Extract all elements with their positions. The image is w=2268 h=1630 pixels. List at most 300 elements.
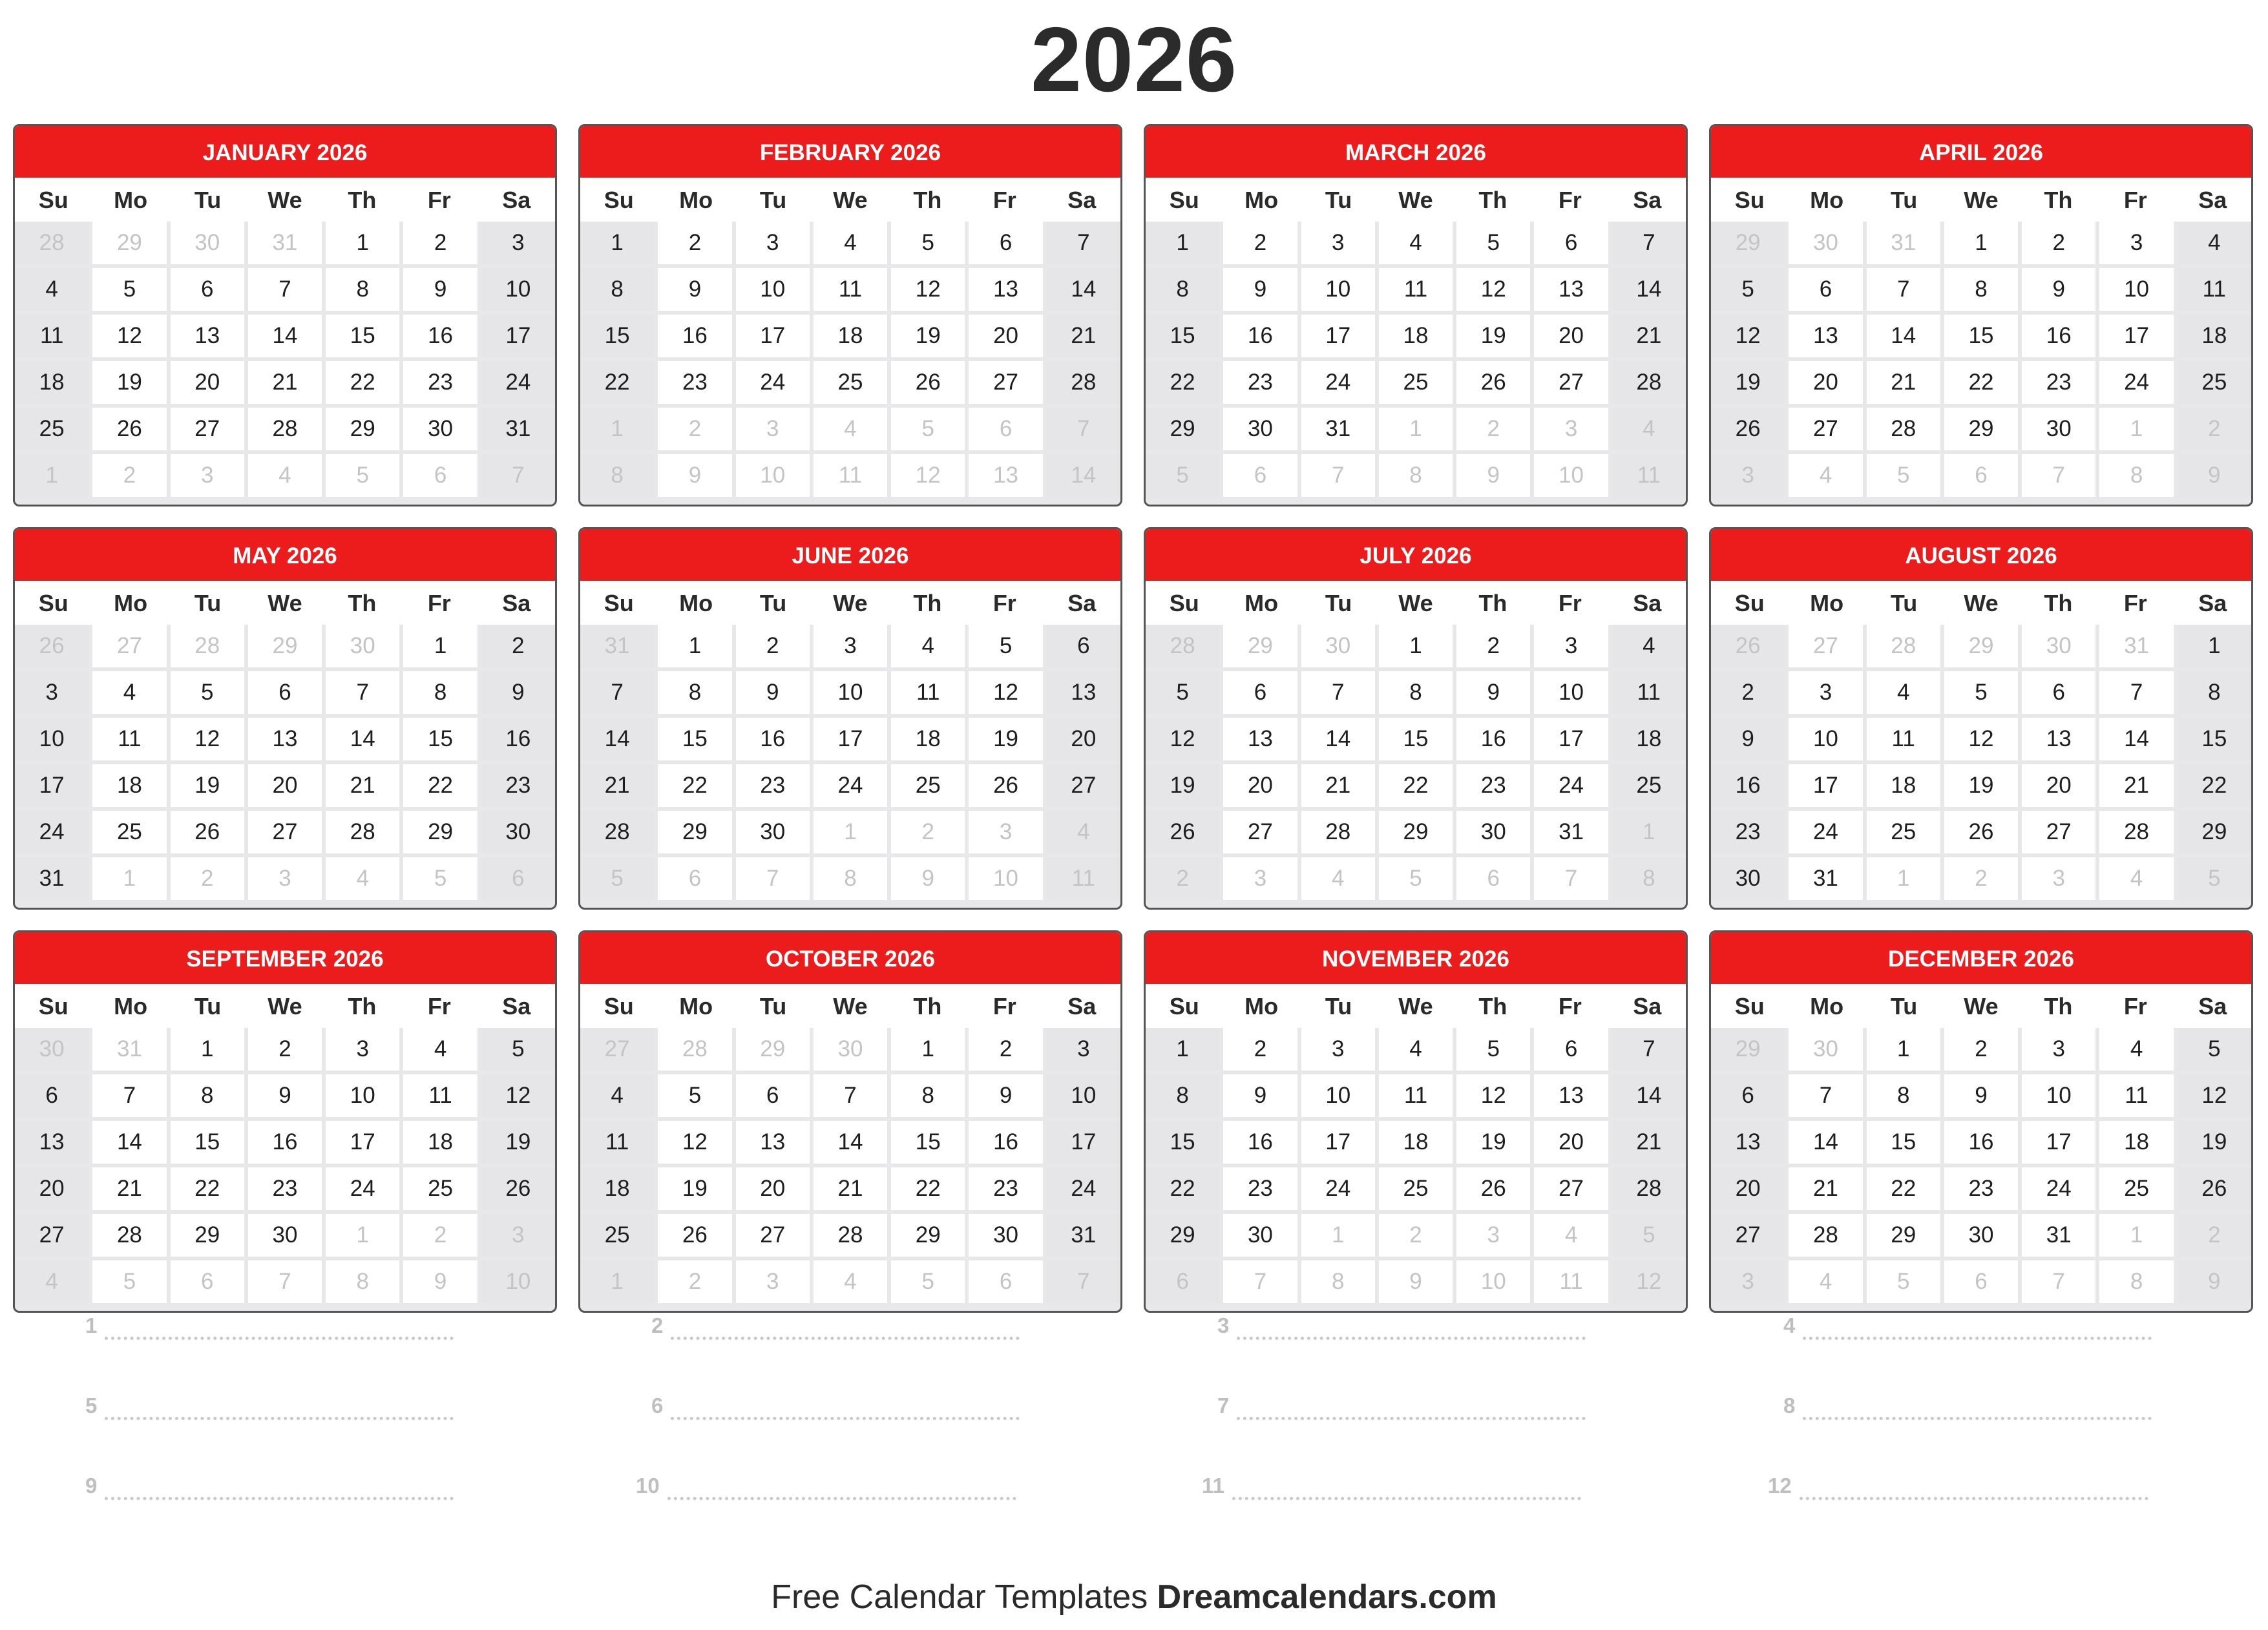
- note-dotted-line: [1803, 1315, 2152, 1340]
- day-cell: 4: [814, 222, 887, 264]
- month-calendar: [1709, 930, 2253, 1313]
- day-cell: 23: [2022, 361, 2095, 404]
- week-row: [1711, 315, 2251, 357]
- day-cell-adjacent: 2: [2178, 1214, 2251, 1257]
- week-row: [580, 718, 1120, 760]
- week-row: [15, 1074, 555, 1117]
- day-cell: 6: [1534, 222, 1608, 264]
- day-cell-adjacent: 31: [2099, 625, 2173, 667]
- day-cell: 22: [1146, 361, 1219, 404]
- weekday-label: Mo: [679, 590, 713, 616]
- day-cell-adjacent: 29: [1711, 222, 1785, 264]
- day-cell: 18: [15, 361, 89, 404]
- week-row: [1711, 454, 2251, 497]
- weekday-row: [580, 581, 1120, 625]
- day-cell-adjacent: 30: [2022, 625, 2095, 667]
- week-row: [1711, 1260, 2251, 1303]
- day-cell: 2: [1944, 1028, 2018, 1071]
- day-cell: 1: [171, 1028, 244, 1071]
- day-cell: 26: [658, 1214, 731, 1257]
- week-row: [1146, 315, 1686, 357]
- day-cell: 1: [2178, 625, 2251, 667]
- weekday-label: Fr: [427, 187, 451, 213]
- weeks: [15, 625, 555, 900]
- day-cell-adjacent: 5: [1612, 1214, 1686, 1257]
- day-cell: 26: [2178, 1167, 2251, 1210]
- weekday-label: We: [1398, 187, 1433, 213]
- day-cell: 29: [1146, 408, 1219, 450]
- note-line[interactable]: [85, 1311, 454, 1340]
- day-cell: 17: [814, 718, 887, 760]
- day-cell: 23: [248, 1167, 322, 1210]
- day-cell: 3: [736, 222, 810, 264]
- week-row: [1146, 811, 1686, 853]
- day-cell-adjacent: 8: [814, 857, 887, 900]
- day-cell: 12: [92, 315, 166, 357]
- day-cell: 3: [481, 222, 555, 264]
- day-cell-adjacent: 9: [1379, 1260, 1453, 1303]
- day-cell-adjacent: 28: [1146, 625, 1219, 667]
- day-cell-adjacent: 6: [1146, 1260, 1219, 1303]
- day-cell: 2: [969, 1028, 1042, 1071]
- weekday-label: Su: [1169, 993, 1199, 1019]
- day-cell-adjacent: 2: [658, 408, 731, 450]
- day-cell-adjacent: 1: [814, 811, 887, 853]
- weekday-label: Tu: [194, 187, 222, 213]
- day-cell: 25: [2099, 1167, 2173, 1210]
- day-cell: 20: [1223, 764, 1297, 807]
- day-cell: 19: [171, 764, 244, 807]
- note-line[interactable]: [85, 1392, 454, 1420]
- day-cell: 18: [1379, 1121, 1453, 1164]
- note-dotted-line: [671, 1315, 1020, 1340]
- day-cell: 24: [1301, 361, 1375, 404]
- day-cell-adjacent: 5: [580, 857, 654, 900]
- day-cell: 21: [814, 1167, 887, 1210]
- day-cell: 20: [1789, 361, 1862, 404]
- footer-site-link[interactable]: Dreamcalendars.com: [1157, 1578, 1497, 1616]
- week-row: [15, 315, 555, 357]
- day-cell: 10: [814, 671, 887, 714]
- weekday-label: We: [1964, 993, 1999, 1019]
- week-row: [1711, 1167, 2251, 1210]
- day-cell: 4: [1612, 625, 1686, 667]
- week-row: [580, 268, 1120, 311]
- day-cell-adjacent: 4: [1789, 1260, 1862, 1303]
- day-cell: 22: [1944, 361, 2018, 404]
- day-cell: 16: [1223, 315, 1297, 357]
- day-cell: 23: [1223, 361, 1297, 404]
- day-cell: 23: [403, 361, 477, 404]
- note-line[interactable]: [1217, 1392, 1586, 1420]
- day-cell-adjacent: 11: [814, 454, 887, 497]
- day-cell-adjacent: 9: [2178, 454, 2251, 497]
- note-line[interactable]: [651, 1311, 1020, 1340]
- day-cell: 8: [403, 671, 477, 714]
- note-number: 6: [651, 1394, 664, 1417]
- week-row: [1711, 1214, 2251, 1257]
- day-cell: 17: [736, 315, 810, 357]
- day-cell-adjacent: 6: [969, 1260, 1042, 1303]
- month-calendar: [1144, 527, 1688, 910]
- day-cell: 26: [171, 811, 244, 853]
- day-cell: 15: [1867, 1121, 1940, 1164]
- day-cell: 30: [2022, 408, 2095, 450]
- month-header: JULY 2026: [1146, 529, 1686, 581]
- weekday-label: Th: [913, 993, 942, 1019]
- day-cell-adjacent: 2: [92, 454, 166, 497]
- day-cell: 11: [1867, 718, 1940, 760]
- day-cell: 2: [1711, 671, 1785, 714]
- day-cell-adjacent: 27: [580, 1028, 654, 1071]
- day-cell: 21: [1612, 315, 1686, 357]
- day-cell-adjacent: 11: [1047, 857, 1120, 900]
- day-cell: 28: [1047, 361, 1120, 404]
- day-cell: 8: [1146, 268, 1219, 311]
- week-row: [15, 764, 555, 807]
- week-row: [580, 1121, 1120, 1164]
- weekday-label: We: [1964, 187, 1999, 213]
- day-cell-adjacent: 7: [736, 857, 810, 900]
- weekday-label: Mo: [114, 590, 148, 616]
- day-cell: 6: [1223, 671, 1297, 714]
- day-cell: 25: [15, 408, 89, 450]
- day-cell: 19: [969, 718, 1042, 760]
- day-cell: 19: [658, 1167, 731, 1210]
- day-cell: 16: [403, 315, 477, 357]
- day-cell: 23: [1456, 764, 1530, 807]
- weekday-label: Th: [2044, 187, 2073, 213]
- note-line[interactable]: [651, 1392, 1020, 1420]
- month-header: MARCH 2026: [1146, 126, 1686, 178]
- note-line[interactable]: [636, 1472, 1016, 1500]
- day-cell: 8: [580, 268, 654, 311]
- day-cell: 15: [1944, 315, 2018, 357]
- day-cell: 12: [481, 1074, 555, 1117]
- day-cell-adjacent: 1: [1612, 811, 1686, 853]
- day-cell: 21: [580, 764, 654, 807]
- weekday-label: Mo: [1810, 187, 1844, 213]
- day-cell: 22: [326, 361, 399, 404]
- note-number: 9: [85, 1474, 98, 1498]
- day-cell: 8: [1146, 1074, 1219, 1117]
- weekday-label: Fr: [427, 993, 451, 1019]
- day-cell: 19: [1944, 764, 2018, 807]
- day-cell: 19: [481, 1121, 555, 1164]
- day-cell: 14: [1867, 315, 1940, 357]
- day-cell: 11: [1612, 671, 1686, 714]
- day-cell: 11: [580, 1121, 654, 1164]
- day-cell: 8: [658, 671, 731, 714]
- day-cell: 1: [1379, 625, 1453, 667]
- day-cell-adjacent: 5: [1379, 857, 1453, 900]
- day-cell: 27: [969, 361, 1042, 404]
- day-cell: 6: [1534, 1028, 1608, 1071]
- day-cell-adjacent: 29: [1944, 625, 2018, 667]
- day-cell: 20: [1534, 1121, 1608, 1164]
- weekday-label: Fr: [2123, 590, 2147, 616]
- note-dotted-line: [105, 1315, 454, 1340]
- day-cell: 21: [2099, 764, 2173, 807]
- day-cell-adjacent: 3: [1711, 1260, 1785, 1303]
- day-cell: 13: [15, 1121, 89, 1164]
- day-cell: 25: [891, 764, 965, 807]
- day-cell: 10: [1789, 718, 1862, 760]
- note-number: 1: [85, 1313, 98, 1337]
- note-line[interactable]: [1202, 1472, 1581, 1500]
- day-cell-adjacent: 30: [1301, 625, 1375, 667]
- day-cell: 8: [326, 268, 399, 311]
- day-cell: 15: [326, 315, 399, 357]
- day-cell-adjacent: 3: [736, 408, 810, 450]
- day-cell-adjacent: 27: [1789, 625, 1862, 667]
- week-row: [1146, 408, 1686, 450]
- day-cell-adjacent: 1: [580, 408, 654, 450]
- day-cell: 11: [403, 1074, 477, 1117]
- day-cell: 3: [1534, 625, 1608, 667]
- weekday-label: Mo: [114, 187, 148, 213]
- day-cell: 5: [969, 625, 1042, 667]
- day-cell: 7: [1612, 1028, 1686, 1071]
- day-cell: 24: [814, 764, 887, 807]
- day-cell-adjacent: 9: [658, 454, 731, 497]
- day-cell: 9: [1711, 718, 1785, 760]
- week-row: [1146, 1074, 1686, 1117]
- day-cell: 29: [1944, 408, 2018, 450]
- day-cell-adjacent: 30: [15, 1028, 89, 1071]
- day-cell-adjacent: 3: [248, 857, 322, 900]
- day-cell-adjacent: 3: [481, 1214, 555, 1257]
- day-cell: 31: [1534, 811, 1608, 853]
- day-cell-adjacent: 30: [171, 222, 244, 264]
- month-calendar: [13, 527, 557, 910]
- day-cell: 28: [1867, 408, 1940, 450]
- day-cell: 22: [171, 1167, 244, 1210]
- day-cell: 22: [1146, 1167, 1219, 1210]
- day-cell: 14: [1612, 268, 1686, 311]
- day-cell: 29: [171, 1214, 244, 1257]
- weekday-label: Mo: [679, 187, 713, 213]
- week-row: [1711, 811, 2251, 853]
- month-calendar: [1709, 527, 2253, 910]
- week-row: [15, 1167, 555, 1210]
- weekday-label: Su: [1169, 590, 1199, 616]
- note-number: 10: [636, 1474, 660, 1498]
- note-number: 11: [1202, 1474, 1224, 1498]
- weeks: [1711, 222, 2251, 497]
- day-cell: 30: [403, 408, 477, 450]
- weekday-label: Sa: [1633, 993, 1662, 1019]
- day-cell: 10: [1301, 268, 1375, 311]
- day-cell: 15: [1146, 1121, 1219, 1164]
- day-cell: 24: [326, 1167, 399, 1210]
- day-cell-adjacent: 5: [1867, 454, 1940, 497]
- note-line[interactable]: [1768, 1472, 2148, 1500]
- day-cell: 6: [2022, 671, 2095, 714]
- day-cell: 4: [1867, 671, 1940, 714]
- day-cell: 7: [1867, 268, 1940, 311]
- day-cell-adjacent: 8: [326, 1260, 399, 1303]
- day-cell: 3: [814, 625, 887, 667]
- day-cell: 2: [1223, 222, 1297, 264]
- day-cell: 12: [1944, 718, 2018, 760]
- footer-text: Free Calendar Templates: [771, 1578, 1157, 1616]
- day-cell: 5: [1456, 222, 1530, 264]
- note-line[interactable]: [85, 1472, 454, 1500]
- week-row: [580, 1028, 1120, 1071]
- week-row: [1146, 671, 1686, 714]
- day-cell: 2: [658, 222, 731, 264]
- day-cell: 16: [969, 1121, 1042, 1164]
- day-cell: 7: [580, 671, 654, 714]
- week-row: [1711, 361, 2251, 404]
- weekday-label: Th: [2044, 993, 2073, 1019]
- day-cell: 20: [248, 764, 322, 807]
- week-row: [1146, 718, 1686, 760]
- day-cell: 24: [1301, 1167, 1375, 1210]
- day-cell: 2: [403, 222, 477, 264]
- weeks: [1711, 1028, 2251, 1303]
- week-row: [580, 454, 1120, 497]
- day-cell-adjacent: 4: [1301, 857, 1375, 900]
- note-number: 5: [85, 1394, 98, 1417]
- day-cell: 26: [1456, 361, 1530, 404]
- day-cell: 9: [2022, 268, 2095, 311]
- day-cell: 17: [1789, 764, 1862, 807]
- note-line[interactable]: [1217, 1311, 1586, 1340]
- day-cell-adjacent: 4: [1534, 1214, 1608, 1257]
- day-cell: 4: [92, 671, 166, 714]
- month-calendar: [578, 124, 1122, 507]
- day-cell: 24: [1534, 764, 1608, 807]
- weekday-label: Sa: [2198, 993, 2227, 1019]
- day-cell: 22: [658, 764, 731, 807]
- day-cell: 30: [969, 1214, 1042, 1257]
- week-row: [15, 811, 555, 853]
- day-cell: 27: [248, 811, 322, 853]
- day-cell: 16: [1223, 1121, 1297, 1164]
- day-cell: 20: [15, 1167, 89, 1210]
- weekday-label: Mo: [1244, 590, 1279, 616]
- note-number: 8: [1783, 1394, 1796, 1417]
- day-cell-adjacent: 4: [15, 1260, 89, 1303]
- day-cell: 12: [2178, 1074, 2251, 1117]
- day-cell-adjacent: 5: [92, 1260, 166, 1303]
- day-cell: 26: [969, 764, 1042, 807]
- day-cell: 26: [1456, 1167, 1530, 1210]
- day-cell-adjacent: 26: [1711, 625, 1785, 667]
- note-line[interactable]: [1783, 1392, 2152, 1420]
- day-cell-adjacent: 7: [248, 1260, 322, 1303]
- day-cell: 3: [1301, 1028, 1375, 1071]
- week-row: [580, 222, 1120, 264]
- day-cell: 12: [171, 718, 244, 760]
- day-cell-adjacent: 6: [969, 408, 1042, 450]
- weekday-row: [15, 178, 555, 222]
- weekday-label: Mo: [1810, 993, 1844, 1019]
- day-cell-adjacent: 4: [1612, 408, 1686, 450]
- week-row: [1711, 1028, 2251, 1071]
- day-cell: 15: [580, 315, 654, 357]
- day-cell: 21: [1789, 1167, 1862, 1210]
- day-cell: 26: [1944, 811, 2018, 853]
- day-cell-adjacent: 9: [403, 1260, 477, 1303]
- day-cell: 6: [171, 268, 244, 311]
- day-cell: 11: [1379, 1074, 1453, 1117]
- weekday-label: Sa: [502, 993, 531, 1019]
- weekday-label: Su: [38, 993, 68, 1019]
- day-cell: 27: [2022, 811, 2095, 853]
- weekday-label: Mo: [1244, 993, 1279, 1019]
- day-cell-adjacent: 2: [2178, 408, 2251, 450]
- day-cell-adjacent: 7: [1047, 1260, 1120, 1303]
- week-row: [15, 1260, 555, 1303]
- day-cell: 30: [481, 811, 555, 853]
- day-cell: 4: [15, 268, 89, 311]
- day-cell-adjacent: 5: [1867, 1260, 1940, 1303]
- weekday-label: Fr: [992, 590, 1016, 616]
- day-cell: 30: [1223, 408, 1297, 450]
- day-cell: 21: [1612, 1121, 1686, 1164]
- day-cell: 10: [1301, 1074, 1375, 1117]
- weeks: [580, 1028, 1120, 1303]
- day-cell: 28: [580, 811, 654, 853]
- day-cell: 4: [580, 1074, 654, 1117]
- week-row: [1146, 361, 1686, 404]
- day-cell: 22: [891, 1167, 965, 1210]
- note-line[interactable]: [1783, 1311, 2152, 1340]
- day-cell: 19: [1456, 315, 1530, 357]
- day-cell: 31: [1789, 857, 1862, 900]
- weekday-label: Sa: [502, 590, 531, 616]
- day-cell-adjacent: 3: [171, 454, 244, 497]
- day-cell-adjacent: 7: [481, 454, 555, 497]
- day-cell: 24: [2099, 361, 2173, 404]
- week-row: [1711, 1121, 2251, 1164]
- note-dotted-line: [1237, 1395, 1586, 1420]
- day-cell: 27: [1534, 1167, 1608, 1210]
- weeks: [580, 222, 1120, 497]
- day-cell-adjacent: 2: [1456, 408, 1530, 450]
- week-row: [580, 764, 1120, 807]
- day-cell-adjacent: 3: [1223, 857, 1297, 900]
- day-cell-adjacent: 7: [2022, 454, 2095, 497]
- weekday-row: [1711, 178, 2251, 222]
- day-cell: 13: [736, 1121, 810, 1164]
- week-row: [15, 222, 555, 264]
- day-cell: 13: [171, 315, 244, 357]
- month-header: APRIL 2026: [1711, 126, 2251, 178]
- day-cell: 19: [92, 361, 166, 404]
- weekday-label: Mo: [1244, 187, 1279, 213]
- day-cell: 25: [1867, 811, 1940, 853]
- day-cell: 11: [2178, 268, 2251, 311]
- weekday-label: Mo: [1810, 590, 1844, 616]
- day-cell-adjacent: 5: [891, 1260, 965, 1303]
- day-cell: 5: [1456, 1028, 1530, 1071]
- week-row: [15, 361, 555, 404]
- day-cell: 15: [1379, 718, 1453, 760]
- day-cell-adjacent: 5: [2178, 857, 2251, 900]
- day-cell: 9: [1223, 268, 1297, 311]
- day-cell: 18: [92, 764, 166, 807]
- day-cell: 26: [891, 361, 965, 404]
- day-cell: 24: [1789, 811, 1862, 853]
- weekday-label: We: [833, 590, 868, 616]
- day-cell: 20: [171, 361, 244, 404]
- day-cell: 18: [814, 315, 887, 357]
- day-cell-adjacent: 1: [1867, 857, 1940, 900]
